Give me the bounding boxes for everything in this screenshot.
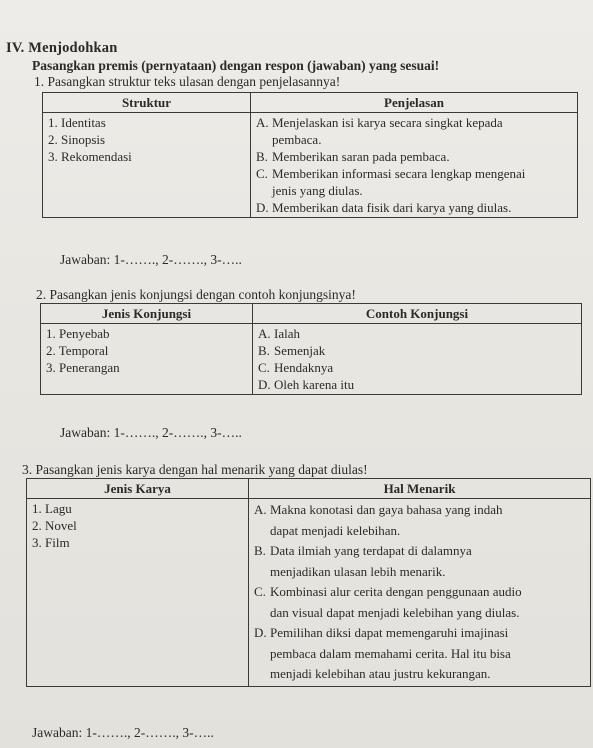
q3-response-d: D. Pemilihan diksi dapat memengaruhi imajinasi pembaca dalam memahami cerita. Hal itu bisa menjadi kelebihan atau justru kekurangan. — [254, 625, 511, 681]
q1-premise-1: 1. Identitas — [48, 115, 106, 130]
q2-response-d: D. Oleh karena itu — [258, 377, 355, 392]
question-3-table — [26, 478, 591, 687]
q3-premise-2: 2. Novel — [32, 518, 77, 533]
q2-premise-1: 1. Penyebab — [46, 326, 110, 341]
question-2-table — [40, 303, 582, 395]
q1-response-cell — [251, 113, 578, 218]
q1-response-a: A. Menjelaskan isi karya secara singkat kepada pembaca. — [256, 115, 503, 147]
question-1-title: 1. Pasangkan struktur teks ulasan dengan penjelasannya! — [34, 74, 341, 89]
question-2-answer: Jawaban: 1-……., 2-……., 3-….. — [60, 425, 242, 440]
q3-response-b: B. Data ilmiah yang terdapat di dalamnya menjadikan ulasan lebih menarik. — [254, 543, 472, 579]
question-1-answer: Jawaban: 1-……., 2-……., 3-….. — [60, 252, 242, 267]
question-1-table — [42, 92, 578, 218]
q1-premise-2: 2. Sinopsis — [48, 132, 106, 147]
q1-premise-cell — [43, 113, 251, 218]
q3-premise-cell — [27, 499, 249, 687]
q1-premise-3: 3. Rekomendasi — [48, 149, 132, 164]
question-3-answer: Jawaban: 1-……., 2-……., 3-….. — [32, 725, 214, 740]
q3-response-c: C. Kombinasi alur cerita dengan penggunaan audio dan visual dapat menjadi kelebihan yang diulas. — [254, 584, 522, 620]
q2-header-right: Contoh Konjungsi — [253, 304, 582, 324]
section-instruction: Pasangkan premis (pernyataan) dengan respon (jawaban) yang sesuai! — [32, 58, 440, 73]
q3-header-right: Hal Menarik — [249, 479, 591, 499]
q1-response-b: B. Memberikan saran pada pembaca. — [256, 149, 450, 164]
q2-response-cell — [253, 324, 582, 395]
q1-header-right: Penjelasan — [251, 93, 578, 113]
q1-header-left: Struktur — [43, 93, 251, 113]
q2-premise-2: 2. Temporal — [46, 343, 109, 358]
question-3-title: 3. Pasangkan jenis karya dengan hal menarik yang dapat diulas! — [22, 462, 368, 477]
q3-response-a: A. Makna konotasi dan gaya bahasa yang indah dapat menjadi kelebihan. — [254, 502, 503, 538]
q3-premise-1: 1. Lagu — [32, 501, 72, 516]
question-2-title: 2. Pasangkan jenis konjungsi dengan contoh konjungsinya! — [36, 287, 356, 302]
q2-response-b: B. Semenjak — [258, 343, 326, 358]
q2-response-c: C. Hendaknya — [258, 360, 334, 375]
q2-premise-3: 3. Penerangan — [46, 360, 120, 375]
q3-response-cell — [249, 499, 591, 687]
q1-response-c: C. Memberikan informasi secara lengkap mengenai jenis yang diulas. — [256, 166, 526, 198]
q2-header-left: Jenis Konjungsi — [41, 304, 253, 324]
section-title: IV. Menjodohkan — [6, 40, 118, 56]
q1-response-d: D. Memberikan data fisik dari karya yang diulas. — [256, 200, 512, 215]
q2-response-a: A. Ialah — [258, 326, 300, 341]
q3-premise-3: 3. Film — [32, 535, 70, 550]
q2-premise-cell — [41, 324, 253, 395]
q3-header-left: Jenis Karya — [27, 479, 249, 499]
